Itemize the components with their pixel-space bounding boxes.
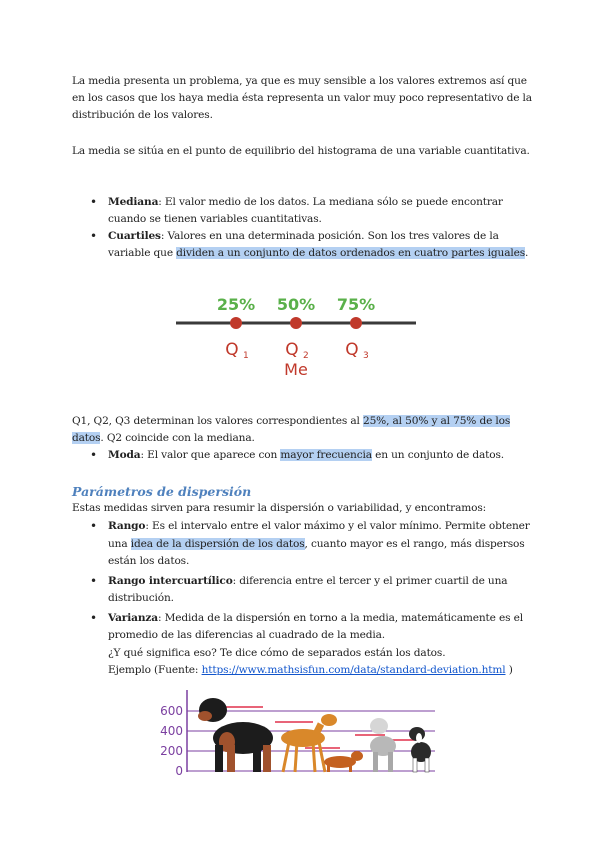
q2-subscript: 2 (303, 351, 309, 361)
bullet-list-position (72, 194, 532, 262)
paragraph-media-problem: La media presenta un problema, ya que es muy sensible a los valores extremos así que en los casos que los haya media ésta representa un valor muy poco representativo de la distribución de los valores. (72, 75, 532, 121)
section-title-dispersion: Parámetros de dispersión (72, 484, 252, 499)
quartile-diagram (170, 285, 420, 385)
list-item-cuartiles: • Cuartiles: Valores en una determinada posición. Son los tres valores de la variable que dividen a un conjunto de datos ordenados en cuatro partes iguales. (72, 228, 532, 262)
dachshund-dog-illustration (324, 751, 363, 772)
y-label-0: 0 (175, 764, 183, 778)
list-item-moda: • Moda: El valor que aparece con mayor frecuencia en un conjunto de datos. (72, 447, 532, 464)
q2-label: Q (285, 340, 299, 360)
median-label: Me (284, 360, 308, 379)
q3-subscript: 3 (363, 351, 369, 361)
dog-heights-figure (155, 680, 445, 780)
bullet-list-moda (72, 447, 532, 464)
q3-marker (350, 317, 362, 329)
list-item-rango: • Rango: Es el intervalo entre el valor máximo y el valor mínimo. Permite obtener una idea de la dispersión de los datos, cuanto mayor es el rango, más dispersos están los datos. (72, 518, 532, 571)
q2-marker (290, 317, 302, 329)
y-label-400: 400 (160, 724, 183, 738)
q1-marker (230, 317, 242, 329)
bullet-list-dispersion (72, 518, 532, 680)
q1-label: Q (225, 340, 239, 360)
pct-75-label: 75% (336, 295, 376, 314)
paragraph-media-equilibrium: La media se sitúa en el punto de equilibrio del histograma de una variable cuantitativa. (72, 145, 530, 157)
pct-25-label: 25% (216, 295, 256, 314)
list-item-varianza: • Varianza: Medida de la dispersión en torno a la media, matemáticamente es el promedio de las diferencias al cuadrado de la media. ¿Y qué significa eso? Te dice cómo de separados están los datos. Ejemplo (Fuente: https://www.mathsisfun.com/data/standard-deviation.html ) (72, 610, 532, 680)
boston-terrier-dog-illustration (409, 727, 431, 772)
y-label-200: 200 (160, 744, 183, 758)
rottweiler-dog-illustration (198, 698, 273, 772)
schnauzer-dog-illustration (370, 718, 396, 772)
y-label-600: 600 (160, 704, 183, 718)
list-item-mediana: • Mediana: El valor medio de los datos. La mediana sólo se puede encontrar cuando se tienen variables cuantitativas. (72, 194, 532, 228)
q3-label: Q (345, 340, 359, 360)
pct-50-label: 50% (276, 295, 316, 314)
paragraph-dispersion-intro: Estas medidas sirven para resumir la dispersión o variabilidad, y encontramos: (72, 502, 487, 514)
source-link[interactable]: https://www.mathsisfun.com/data/standard-deviation.html (201, 664, 506, 676)
paragraph-quartiles: Q1, Q2, Q3 determinan los valores correspondientes al 25%, al 50% y al 75% de los datos. Q2 coincide con la mediana. (72, 415, 511, 444)
q1-subscript: 1 (243, 351, 249, 361)
list-item-rango-intercuartilico: • Rango intercuartílico: diferencia entre el tercer y el primer cuartil de una distribución. (72, 573, 532, 608)
